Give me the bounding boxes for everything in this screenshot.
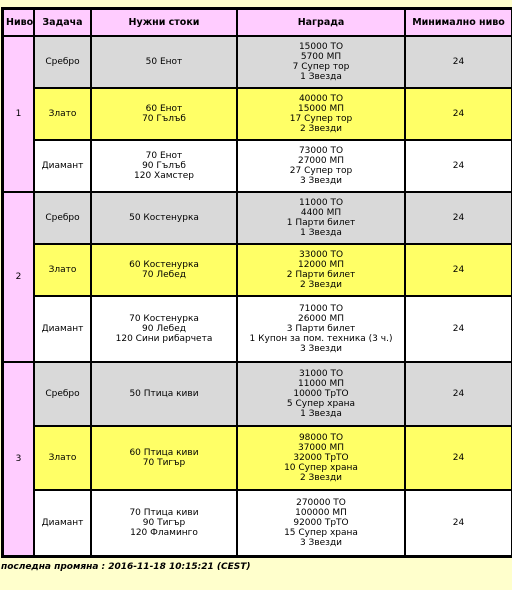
reward-line: 3 Звезди	[299, 538, 343, 548]
required-goods-cell	[91, 490, 237, 556]
reward-line: 10 Супер храна	[284, 463, 358, 473]
reward-line: 32000 ТрТО	[293, 453, 349, 463]
reward-cell	[237, 140, 405, 192]
header-row	[3, 9, 512, 36]
reward-line: 37000 МП	[297, 443, 345, 453]
required-goods-cell	[91, 88, 237, 140]
reward-line: 15000 МП	[297, 104, 345, 114]
reward-line: 27000 МП	[297, 156, 345, 166]
min-level-cell: 24	[405, 36, 512, 88]
required-goods-line: 120 Сини рибарчета	[115, 334, 213, 344]
required-goods-line: 70 Гълъб	[142, 114, 186, 124]
required-goods-line: 70 Тигър	[142, 458, 186, 468]
table-row	[3, 192, 512, 244]
reward-line: 270000 ТО	[296, 498, 346, 508]
required-goods-cell	[91, 192, 237, 244]
reward-line: 12000 МП	[297, 260, 345, 270]
task-cell: Диамант	[34, 296, 91, 362]
reward-line: 2 Звезди	[299, 280, 343, 290]
reward-line: 31000 ТО	[298, 369, 344, 379]
table-body	[3, 36, 512, 556]
required-goods-line: 60 Птица киви	[129, 448, 199, 458]
reward-line: 2 Звезди	[299, 473, 343, 483]
reward-line: 1 Звезда	[300, 228, 342, 238]
last-modified-note: последна промяна : 2016-11-18 10:15:21 (CEST)	[1, 562, 251, 572]
reward-cell	[237, 362, 405, 426]
reward-line: 1 Звезда	[300, 72, 342, 82]
reward-line: 40000 ТО	[298, 94, 344, 104]
reward-line: 5700 МП	[300, 52, 342, 62]
task-cell: Диамант	[34, 490, 91, 556]
reward-cell	[237, 244, 405, 296]
header-task: Задача	[34, 9, 91, 36]
reward-line: 5 Супер храна	[286, 399, 356, 409]
table-row	[3, 490, 512, 556]
reward-line: 7 Супер тор	[292, 62, 350, 72]
reward-line: 3 Звезди	[299, 344, 343, 354]
required-goods-line: 60 Енот	[145, 104, 183, 114]
min-level-cell: 24	[405, 244, 512, 296]
table-row	[3, 88, 512, 140]
min-level-cell: 24	[405, 192, 512, 244]
reward-cell	[237, 490, 405, 556]
task-cell: Злато	[34, 426, 91, 490]
min-level-cell: 24	[405, 362, 512, 426]
reward-line: 27 Супер тор	[289, 166, 353, 176]
reward-line: 15 Супер храна	[284, 528, 358, 538]
reward-line: 71000 ТО	[298, 304, 344, 314]
reward-line: 4400 МП	[300, 208, 342, 218]
reward-line: 10000 ТрТО	[293, 389, 349, 399]
task-cell: Злато	[34, 244, 91, 296]
required-goods-cell	[91, 36, 237, 88]
reward-line: 15000 ТО	[298, 42, 344, 52]
required-goods-line: 70 Лебед	[142, 270, 186, 280]
level-cell: 1	[3, 36, 34, 192]
table-row	[3, 36, 512, 88]
header-reward: Награда	[237, 9, 405, 36]
reward-line: 17 Супер тор	[289, 114, 353, 124]
reward-line: 92000 ТрТО	[293, 518, 349, 528]
reward-line: 1 Парти билет	[286, 218, 356, 228]
reward-line: 11000 МП	[297, 379, 345, 389]
required-goods-cell	[91, 426, 237, 490]
task-cell: Диамант	[34, 140, 91, 192]
task-cell: Сребро	[34, 36, 91, 88]
required-goods-line: 70 Птица киви	[129, 508, 199, 518]
header-min-level: Минимално ниво	[405, 9, 512, 36]
required-goods-line: 50 Птица киви	[129, 389, 199, 399]
reward-line: 73000 ТО	[298, 146, 344, 156]
reward-cell	[237, 192, 405, 244]
required-goods-line: 50 Костенурка	[129, 213, 199, 223]
required-goods-cell	[91, 244, 237, 296]
table-row	[3, 426, 512, 490]
level-cell: 2	[3, 192, 34, 362]
header-required-goods: Нужни стоки	[91, 9, 237, 36]
header-level: Ниво	[3, 9, 34, 36]
reward-line: 1 Купон за пом. техника (3 ч.)	[249, 334, 393, 344]
task-cell: Сребро	[34, 362, 91, 426]
min-level-cell: 24	[405, 296, 512, 362]
reward-line: 33000 ТО	[298, 250, 344, 260]
required-goods-line: 50 Енот	[145, 57, 183, 67]
min-level-cell: 24	[405, 88, 512, 140]
min-level-cell: 24	[405, 490, 512, 556]
level-cell: 3	[3, 362, 34, 556]
reward-cell	[237, 88, 405, 140]
task-cell: Злато	[34, 88, 91, 140]
reward-line: 2 Парти билет	[286, 270, 356, 280]
reward-line: 100000 МП	[295, 508, 347, 518]
reward-line: 3 Парти билет	[286, 324, 356, 334]
reward-line: 11000 ТО	[298, 198, 344, 208]
required-goods-cell	[91, 140, 237, 192]
required-goods-line: 90 Лебед	[142, 324, 186, 334]
reward-cell	[237, 36, 405, 88]
required-goods-cell	[91, 296, 237, 362]
reward-line: 1 Звезда	[300, 409, 342, 419]
reward-cell	[237, 296, 405, 362]
task-cell: Сребро	[34, 192, 91, 244]
reward-cell	[237, 426, 405, 490]
required-goods-line: 90 Гълъб	[142, 161, 186, 171]
table-row	[3, 362, 512, 426]
reward-line: 98000 ТО	[298, 433, 344, 443]
required-goods-line: 120 Хамстер	[134, 171, 194, 181]
reward-line: 26000 МП	[297, 314, 345, 324]
required-goods-line: 60 Костенурка	[129, 260, 199, 270]
required-goods-line: 90 Тигър	[142, 518, 186, 528]
required-goods-cell	[91, 362, 237, 426]
required-goods-line: 120 Фламинго	[130, 528, 198, 538]
required-goods-line: 70 Костенурка	[129, 314, 199, 324]
reward-line: 3 Звезди	[299, 176, 343, 186]
table-row	[3, 296, 512, 362]
rewards-table	[1, 7, 512, 558]
min-level-cell: 24	[405, 140, 512, 192]
table-row	[3, 140, 512, 192]
min-level-cell: 24	[405, 426, 512, 490]
required-goods-line: 70 Енот	[145, 151, 183, 161]
table-row	[3, 244, 512, 296]
reward-line: 2 Звезди	[299, 124, 343, 134]
